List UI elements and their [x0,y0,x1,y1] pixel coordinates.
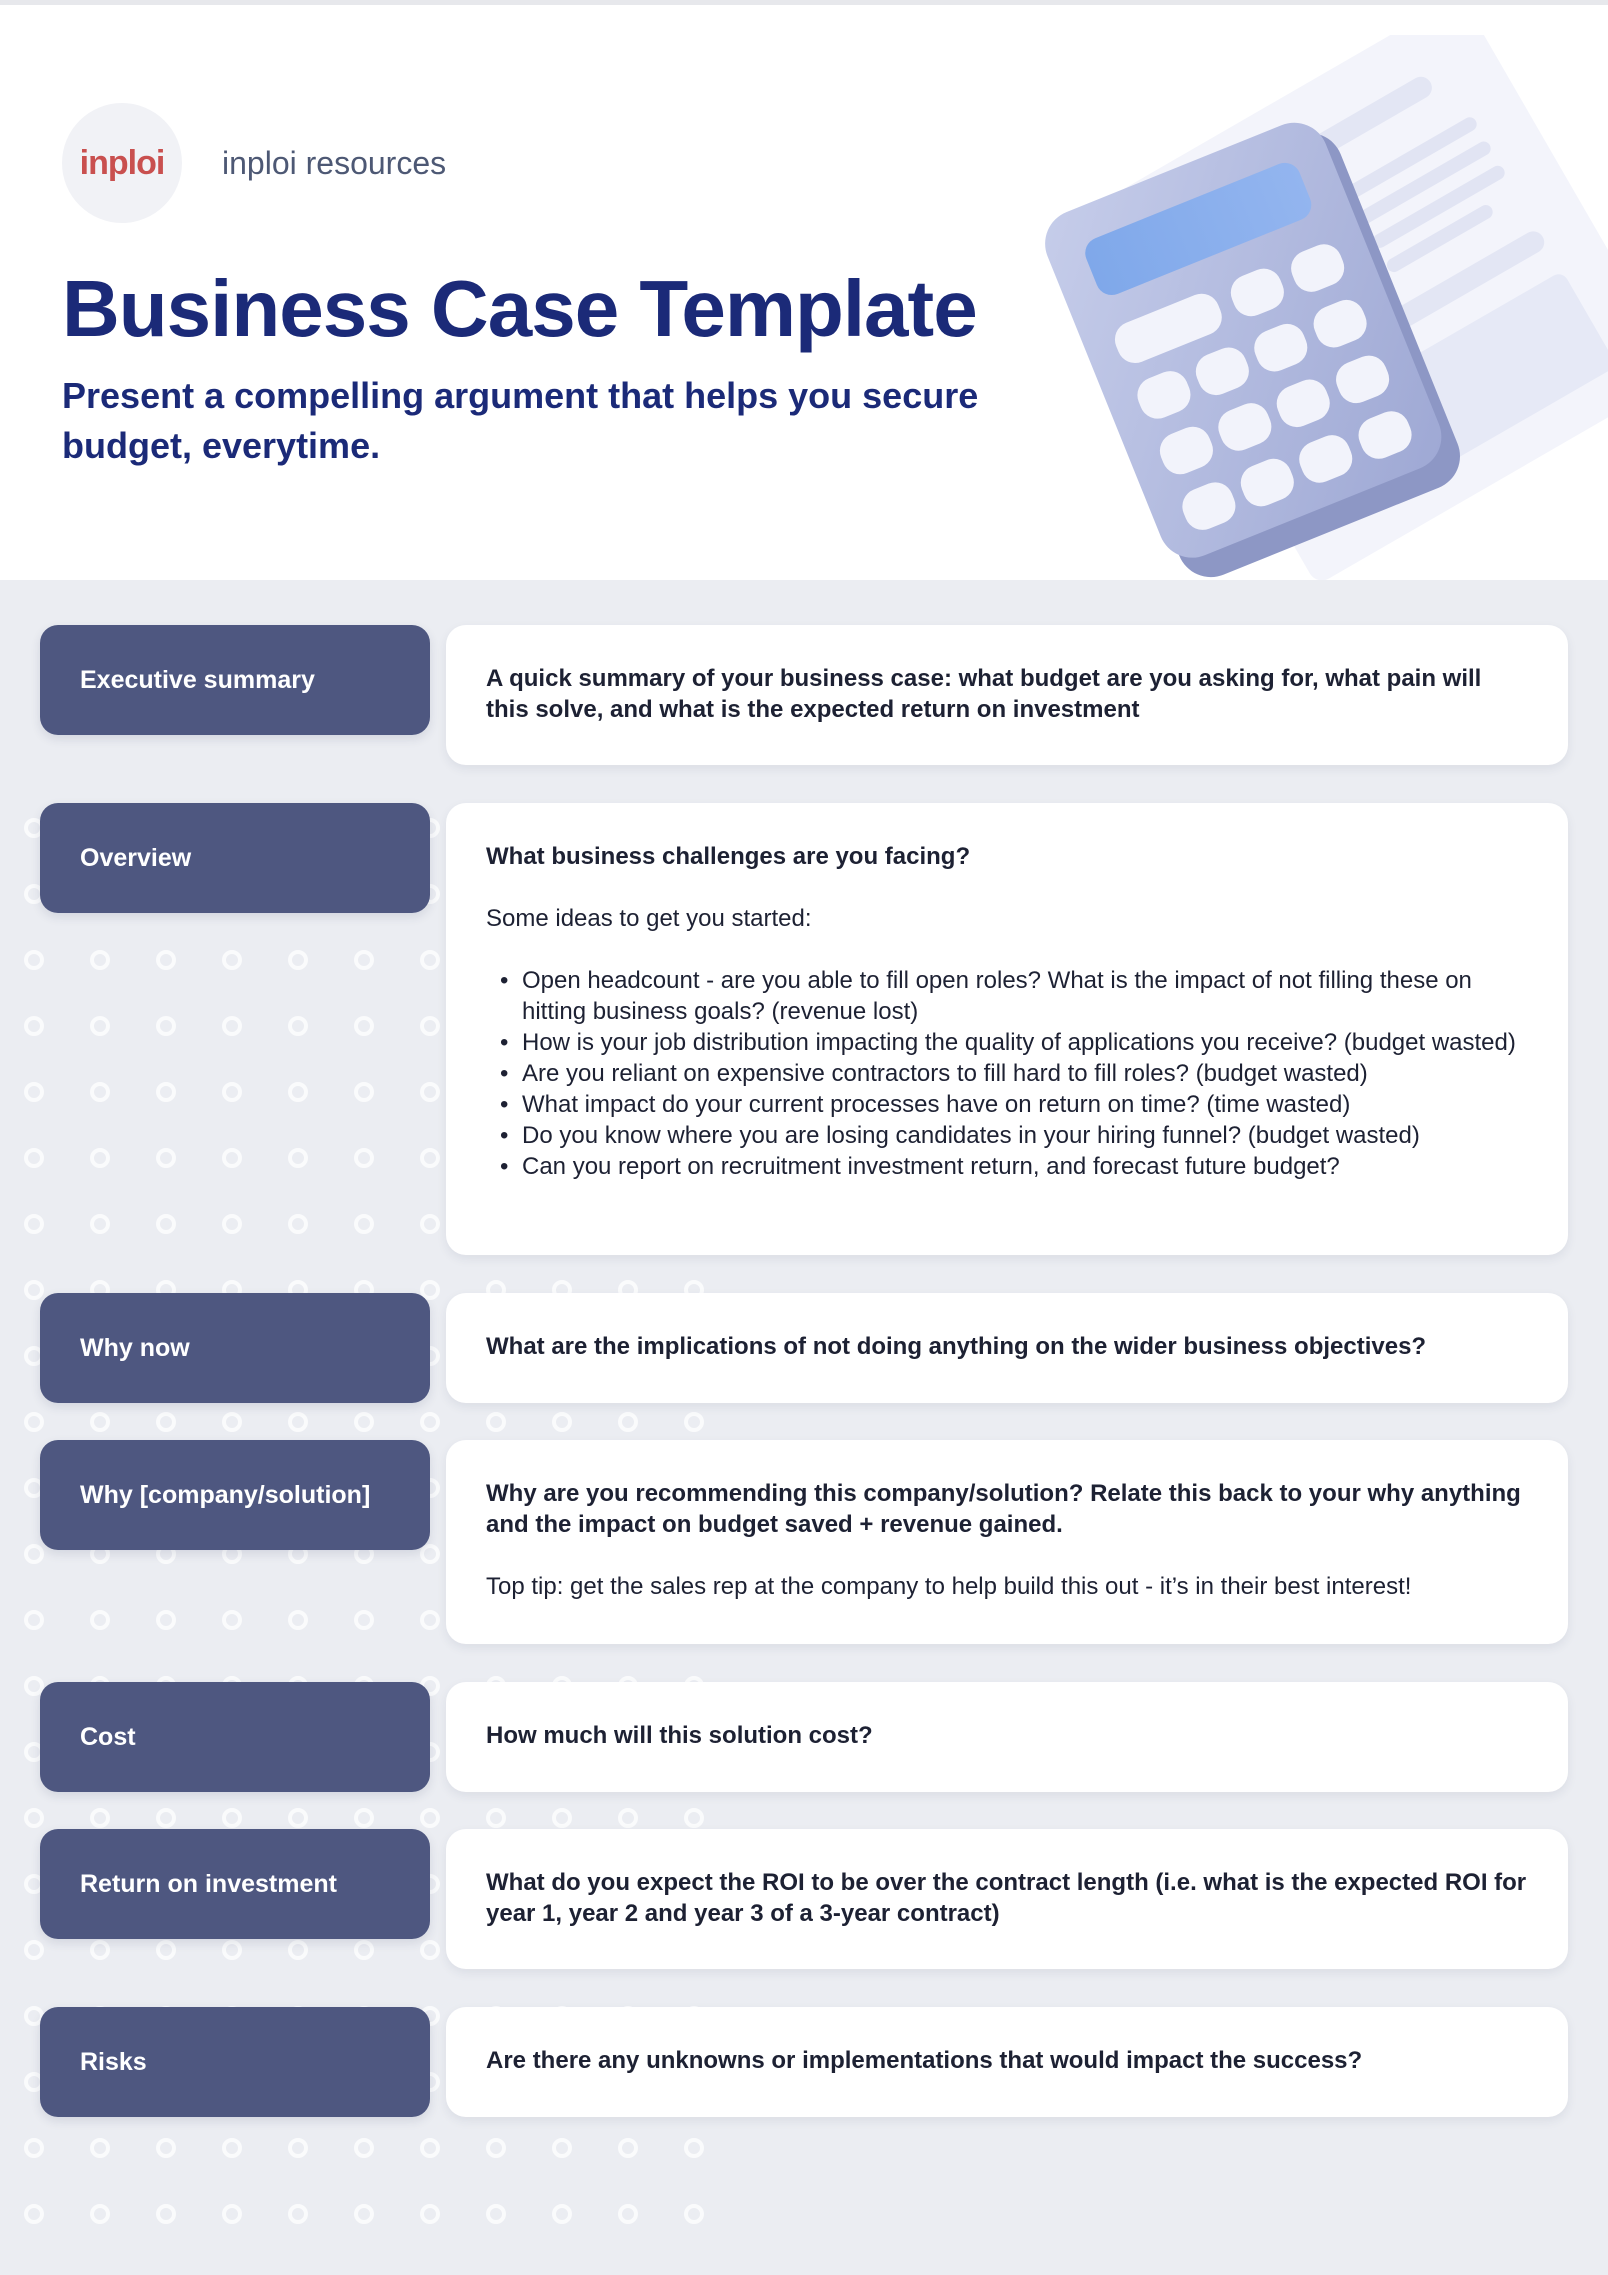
overview-bullet-list [500,965,1528,1182]
why-company-text: Why are you recommending this company/solution? Relate this back to your why anything and the impact on budget saved + revenue gained. [486,1480,1521,1538]
label-roi: Return on investment [40,1829,430,1939]
logo-wordmark: inploi [79,143,165,182]
list-item: • Can you report on recruitment investment return, and forecast future budget? [500,1151,1528,1182]
list-item: • Open headcount - are you able to fill open roles? What is the impact of not filling these on hitting business goals? (revenue lost) [500,965,1528,1027]
calculator-illustration [1030,35,1608,580]
label-why-now: Why now [40,1293,430,1403]
label-why-company: Why [company/solution] [40,1440,430,1550]
label-risks: Risks [40,2007,430,2117]
risks-text: Are there any unknowns or implementations that would impact the success? [486,2047,1363,2074]
content-executive-summary [446,625,1568,765]
label-cost: Cost [40,1682,430,1792]
why-now-text: What are the implications of not doing anything on the wider business objectives? [486,1333,1427,1360]
list-item: • What impact do your current processes have on return on time? (time wasted) [500,1089,1528,1120]
content-roi [446,1829,1568,1969]
label-overview: Overview [40,803,430,913]
list-item: • Are you reliant on expensive contractors to fill hard to fill roles? (budget wasted) [500,1058,1528,1089]
content-why-now [446,1293,1568,1403]
page-title: Business Case Template [62,264,977,353]
overview-question: What business challenges are you facing? [486,843,971,870]
roi-text: What do you expect the ROI to be over the contract length (i.e. what is the expected ROI for year 1, year 2 and year 3 of a 3-year contract) [486,1869,1527,1927]
cost-text: How much will this solution cost? [486,1722,873,1749]
content-why-company [446,1440,1568,1644]
logo-badge [62,103,182,223]
brand-name: inploi resources [222,145,447,181]
executive-summary-text: A quick summary of your business case: what budget are you asking for, what pain will this solve, and what is the expected return on investment [486,665,1482,723]
content-overview [446,803,1568,1255]
overview-intro: Some ideas to get you started: [486,905,812,932]
why-company-tip: Top tip: get the sales rep at the company to help build this out - it’s in their best interest! [486,1573,1412,1600]
header-banner [0,5,1608,580]
list-item: • How is your job distribution impacting the quality of applications you receive? (budget wasted) [500,1027,1528,1058]
list-item: • Do you know where you are losing candidates in your hiring funnel? (budget wasted) [500,1120,1528,1151]
content-cost [446,1682,1568,1792]
content-risks [446,2007,1568,2117]
page-subtitle: Present a compelling argument that helps you secure budget, everytime. [62,375,979,466]
label-executive-summary: Executive summary [40,625,430,735]
